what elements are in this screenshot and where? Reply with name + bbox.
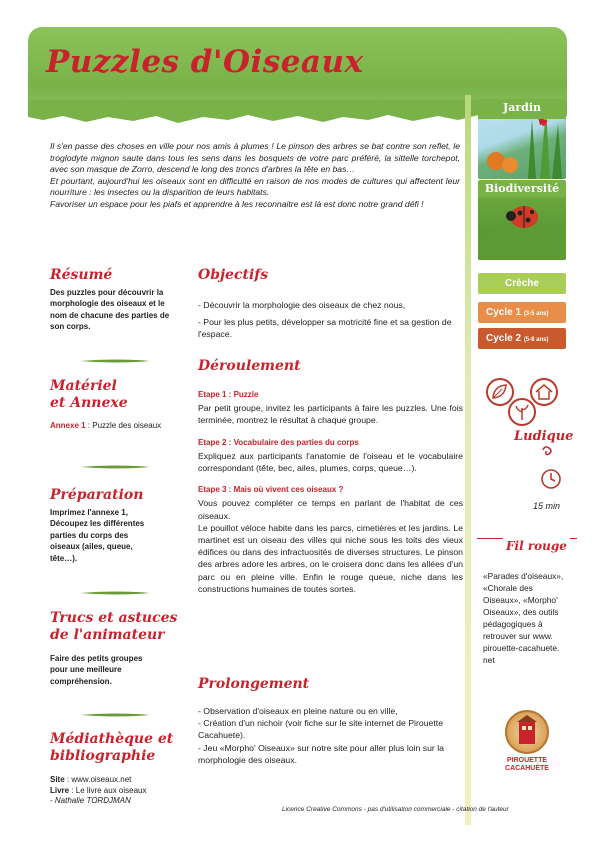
materiel-title-line1: Matériel (50, 378, 117, 394)
annexe-text (50, 420, 176, 431)
mediatheque-title (50, 731, 173, 765)
biodiversite-label: Biodiversité (484, 182, 560, 195)
etape2-text: Expliquez aux participants l'anatomie de l'oiseau et le vocabulaire correspondant (tête, bec, ailes, plumes, corps, queue…). (198, 450, 463, 474)
prolongement-item: - Jeu «Morpho' Oiseaux» sur notre site pour aller plus loin sur la morphologie des oiseaux. (198, 742, 444, 765)
side-strip (465, 95, 471, 825)
livre-value: : Le livre aux oiseaux (69, 785, 147, 795)
deroulement-title: Déroulement (198, 358, 301, 374)
section-divider (80, 712, 150, 718)
materiel-title (50, 378, 128, 412)
biodiversite-thumbnail (478, 180, 566, 260)
tag-creche-label: Crèche (505, 278, 539, 289)
preparation-title: Préparation (50, 487, 144, 503)
tag-cycle2 (478, 328, 566, 349)
logo-text (497, 757, 557, 773)
etape3-paragraph: Vous pouvez compléter ce temps en parlant de l'habitat de ces oiseaux. (198, 498, 463, 521)
jardin-label: Jardin (503, 101, 541, 114)
deroulement-text (198, 389, 463, 595)
mediatheque-title-line2: bibliographie (50, 748, 156, 764)
tag-cycle1-label: Cycle 1 (486, 307, 522, 318)
logo-text-line2: CACAHUÈTE (505, 765, 549, 772)
tag-creche (478, 273, 566, 294)
site-line (50, 775, 190, 786)
objectifs-text (198, 299, 463, 341)
section-divider (80, 358, 150, 364)
plant-icon (508, 398, 536, 426)
tag-cycle2-label: Cycle 2 (486, 333, 522, 344)
annexe-label: Annexe 1 (50, 421, 86, 430)
intro-paragraph: Favoriser un espace pour les piafs et apprendre à les reconnaitre est là est donc notre grand défi ! (50, 198, 424, 209)
duration-label: 15 min (533, 501, 561, 511)
objectif-item: - Pour les plus petits, développer sa motricité fine et sa gestion de l'espace. (198, 317, 452, 340)
house-icon (530, 378, 558, 406)
site-value: : www.oiseaux.net (64, 775, 132, 784)
site-label: Site (50, 775, 65, 784)
ludique-label: Ludique (514, 429, 574, 444)
section-divider (80, 590, 150, 596)
objectif-item: - Découvrir la morphologie des oiseaux de chez nous, (198, 300, 406, 310)
trucs-text: Faire des petits groupes pour une meilleure compréhension. (50, 654, 143, 686)
prolongement-title: Prolongement (198, 676, 310, 692)
trucs-title-line1: Trucs et astuces (50, 610, 178, 626)
livre-line (50, 786, 190, 797)
license-footer: Licence Creative Commons - pas d'utilisation commerciale - citation de l'auteur (282, 806, 509, 813)
prolongement-item: - Observation d'oiseaux en pleine nature ou en ville, (198, 706, 398, 716)
etape3-title: Etape 3 : Mais où vivent ces oiseaux ? (198, 485, 344, 495)
trucs-title (50, 610, 177, 644)
fil-rouge-text: «Parades d'oiseaux», «Chorale des Oiseaux», «Morpho' Oiseaux», des outils pédagogiques à retrouver sur www. pirouette-cacahuete. net (483, 571, 564, 665)
etape1-title: Etape 1 : Puzzle (198, 390, 259, 399)
swirl-icon (541, 444, 555, 456)
clock-icon (540, 468, 562, 490)
section-divider (80, 464, 150, 470)
tag-cycle1 (478, 302, 566, 323)
mediatheque-text (50, 775, 190, 807)
prolongement-text (198, 705, 463, 766)
tag-cycle1-ages: (3-5 ans) (523, 311, 549, 317)
etape1-text: Par petit groupe, invitez les participants à faire les puzzles. Une fois terminée, montrez le résultat à chaque groupe. (198, 403, 463, 426)
jardin-thumbnail (478, 99, 566, 179)
page-title: Puzzles d'Oiseaux (46, 44, 364, 80)
tag-cycle2-ages: (5-8 ans) (523, 337, 549, 343)
intro-text (50, 141, 460, 211)
etape3-paragraph: Le pouillot véloce habite dans les parcs, cimetières et les jardins. Le martinet est un oiseau des villes qui niche sous les toits des vieux édifices ou dans des infractuosités de diverses structures. Le pinson des arbres adore les arbres, on le croisera donc dans les allées d'un parc ou en pleine ville. Enfin le rouge queue, niche dans les constructions humaines de toutes sortes. (198, 522, 463, 594)
annexe-description: : Puzzle des oiseaux (85, 421, 162, 430)
objectifs-title: Objectifs (198, 267, 269, 283)
resume-text: Des puzzles pour découvrir la morphologie des oiseaux et le nom de chacune des parties de son corps. (50, 288, 170, 332)
resume-title: Résumé (50, 267, 113, 283)
materiel-title-line2: et Annexe (50, 395, 128, 411)
logo-text-line1: PIROUETTE (506, 757, 548, 764)
fil-rouge-title: Fil rouge (503, 538, 570, 555)
livre-label: Livre (50, 785, 70, 795)
preparation-text: Imprimez l'annexe 1, Découpez les différentes parties du corps des oiseaux (ailes, queue, tête…). (50, 508, 145, 563)
prolongement-item: - Création d'un nichoir (voir fiche sur le site internet de Pirouette Cacahuete). (198, 718, 444, 741)
mediatheque-title-line1: Médiathèque et (50, 731, 174, 747)
intro-paragraph: Il s'en passe des choses en ville pour nos amis à plumes ! Le pinson des arbres se bat contre son reflet, le troglodyte mignon saute dans tous les sens dans les bosquets de votre parc préféré, la sittelle torchepot, avec son masque de Zorro, descend le long des troncs d'arbres la tête en bas… (50, 141, 460, 175)
intro-paragraph: Et pourtant, aujourd'hui les oiseaux sont en difficulté en raison de nos modes de cultures qui affectent leur nourriture : les insectes ou la disparition de leurs habitats. (50, 175, 460, 198)
trucs-title-line2: de l'animateur (50, 627, 165, 643)
author-line: - Nathalie TORDJMAN (50, 796, 131, 806)
logo-emblem (505, 710, 549, 754)
etape2-title: Etape 2 : Vocabulaire des parties du corps (198, 437, 359, 447)
